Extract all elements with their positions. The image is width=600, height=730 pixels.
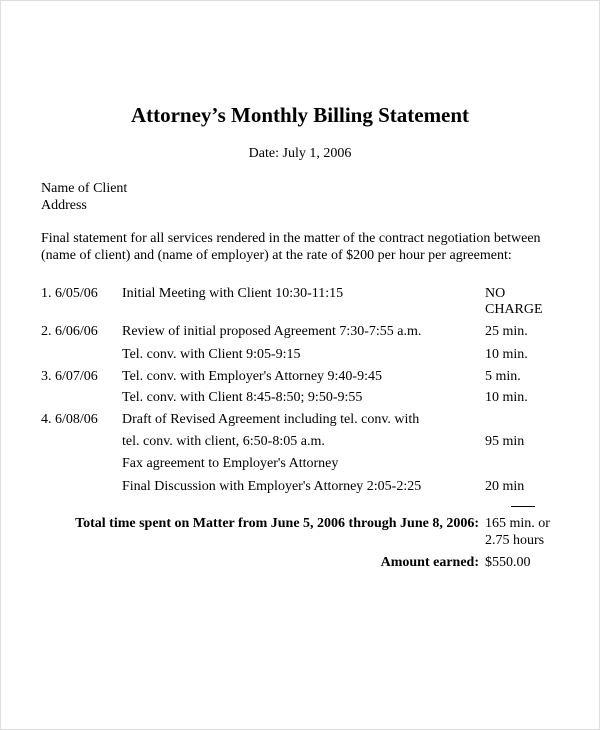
entry-time: 95 min — [485, 434, 525, 449]
entry-date: 1. 6/05/06 — [41, 286, 98, 301]
statement-title: Attorney’s Monthly Billing Statement — [130, 103, 470, 127]
entry-description: Tel. conv. with Client 9:05-9:15 — [122, 347, 301, 362]
total-divider-line — [511, 506, 535, 507]
entry-date: 2. 6/06/06 — [41, 324, 98, 339]
statement-date: Date: July 1, 2006 — [248, 146, 352, 161]
entry-time: 10 min. — [485, 390, 528, 405]
entry-description: Fax agreement to Employer's Attorney — [122, 456, 339, 471]
amount-earned-label: Amount earned: — [380, 555, 479, 570]
entry-description: Draft of Revised Agreement including tel. conv. with — [122, 412, 420, 427]
entry-description: Review of initial proposed Agreement 7:30-7:55 a.m. — [122, 324, 422, 339]
entry-description: Final Discussion with Employer's Attorney 2:05-2:25 — [122, 479, 422, 494]
total-time-label: Total time spent on Matter from June 5, 2006 through June 8, 2006: — [75, 516, 479, 531]
entry-time: 10 min. — [485, 347, 528, 362]
entry-date: 3. 6/07/06 — [41, 369, 98, 384]
intro-line-1: Final statement for all services rendered in the matter of the contract negotiation between — [41, 231, 541, 246]
entry-date: 4. 6/08/06 — [41, 412, 98, 427]
entry-description: Tel. conv. with Client 8:45-8:50; 9:50-9:55 — [122, 390, 363, 405]
entry-time: 20 min — [485, 479, 525, 494]
entry-description: Tel. conv. with Employer's Attorney 9:40-9:45 — [122, 369, 382, 384]
entry-description: tel. conv. with client, 6:50-8:05 a.m. — [122, 434, 325, 449]
entry-time: 25 min. — [485, 324, 528, 339]
amount-earned-value: $550.00 — [485, 555, 531, 570]
entry-time-continued: CHARGE — [485, 302, 543, 317]
entry-time: NO — [485, 286, 506, 301]
total-time-value: 165 min. or — [485, 516, 550, 531]
intro-line-2: (name of client) and (name of employer) at the rate of $200 per hour per agreement: — [41, 248, 512, 263]
total-time-hours: 2.75 hours — [485, 533, 545, 548]
entry-description: Initial Meeting with Client 10:30-11:15 — [122, 286, 344, 301]
client-address: Address — [41, 198, 87, 213]
client-name: Name of Client — [41, 181, 128, 196]
entry-time: 5 min. — [485, 369, 521, 384]
